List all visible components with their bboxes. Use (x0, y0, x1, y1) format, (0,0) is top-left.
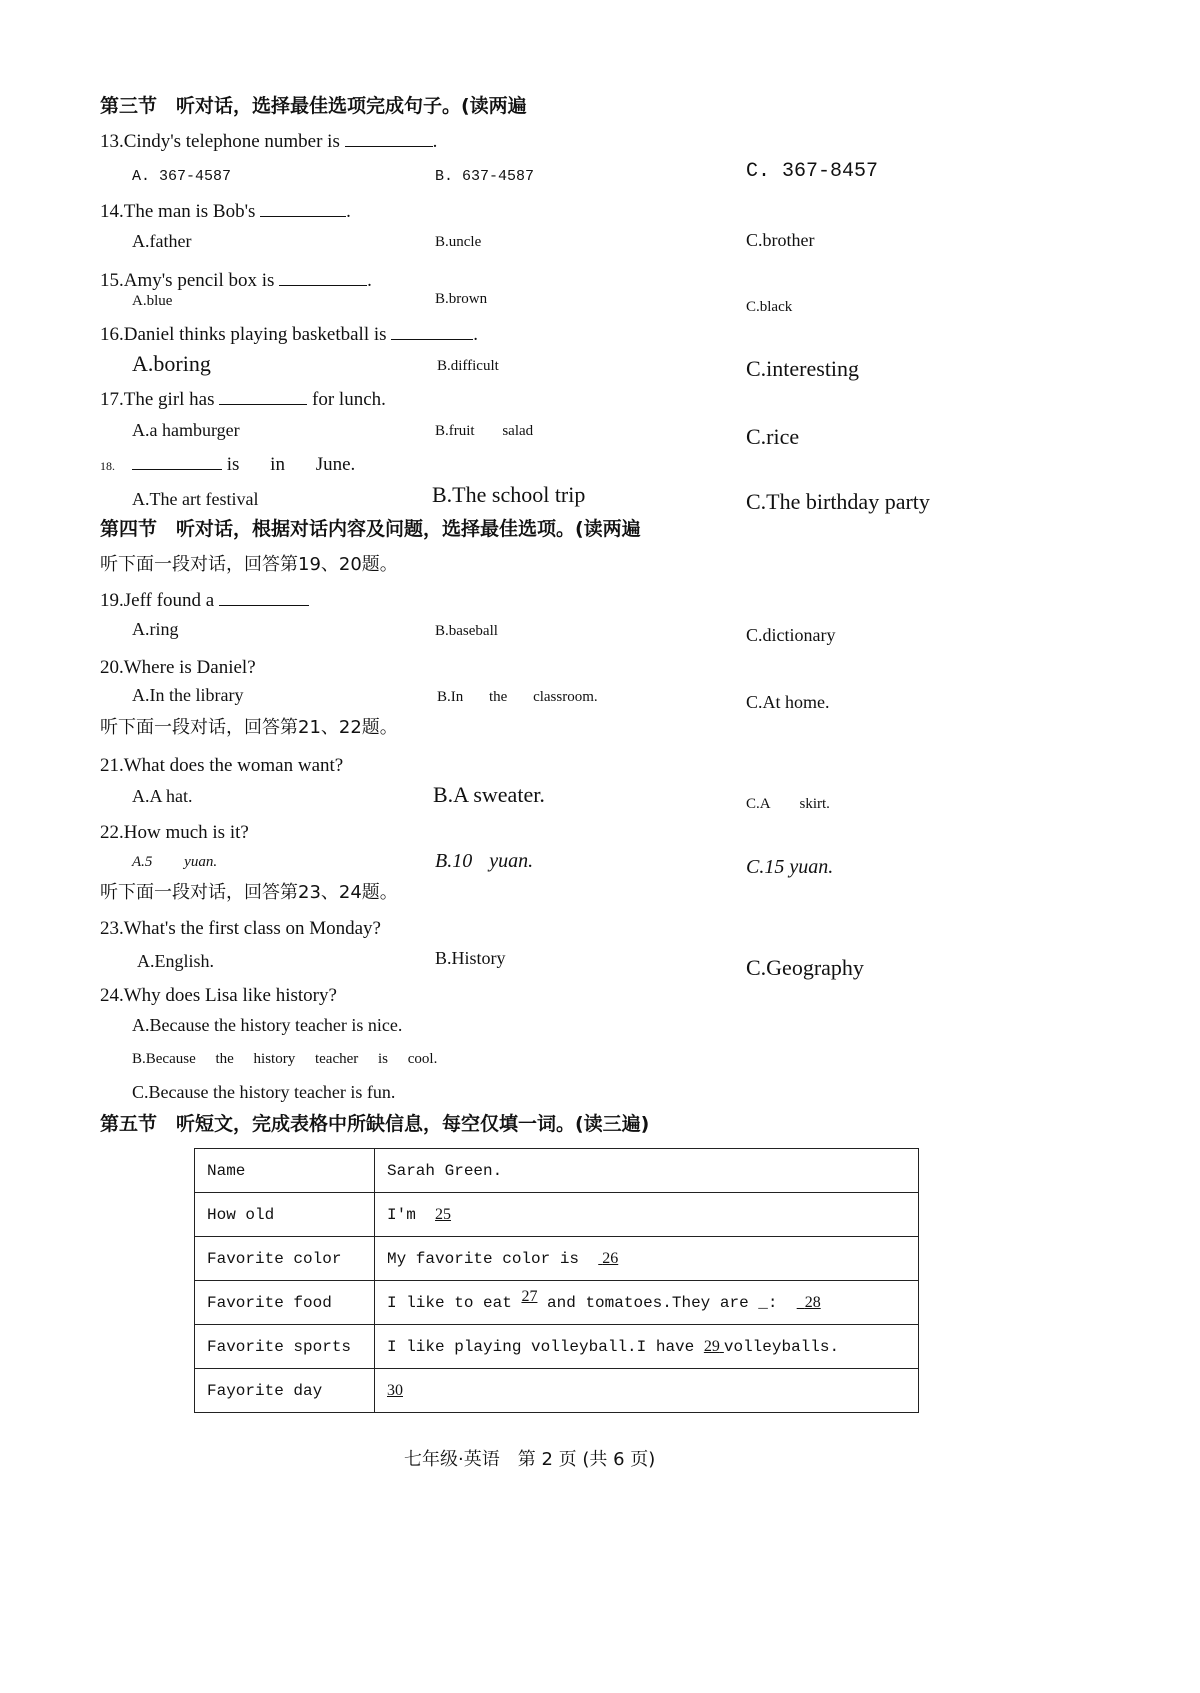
q17-option-b: B.fruit salad (435, 423, 534, 439)
q18-option-b: B.The school trip (432, 482, 586, 507)
q13-option-b: B. 637-4587 (435, 168, 535, 185)
question-20-stem: 20.Where is Daniel? (100, 657, 256, 678)
page-footer: 七年级·英语 第 2 页 (共 6 页) (404, 1449, 656, 1470)
row-label: Name (195, 1149, 375, 1193)
q24-option-a: A.Because the history teacher is nice. (132, 1015, 403, 1035)
row-label: Favorite color (195, 1237, 375, 1281)
q21-option-a: A.A hat. (132, 786, 193, 806)
q22-option-c: C.15 yuan. (746, 856, 834, 878)
blank-27: 27 (521, 1287, 538, 1305)
section5-heading: 第五节 听短文，完成表格中所缺信息，每空仅填一词。(读三遍) (100, 1113, 650, 1135)
row-value: My favorite color is 26 (375, 1237, 919, 1281)
question-14-stem: 14.The man is Bob's . (100, 201, 351, 222)
q20-option-b: B.In the classroom. (437, 689, 598, 705)
row-value: I'm 25 (375, 1193, 919, 1237)
section4-intro-3: 听下面一段对话，回答第23、24题。 (100, 882, 398, 903)
q20-option-a: A.In the library (132, 685, 244, 705)
question-16-stem: 16.Daniel thinks playing basketball is . (100, 324, 479, 345)
q18-option-a: A.The art festival (132, 489, 259, 509)
q15-option-c: C.black (746, 299, 793, 315)
question-21-stem: 21.What does the woman want? (100, 755, 344, 776)
q19-option-b: B.baseball (435, 623, 498, 639)
table-row (195, 1369, 919, 1413)
question-18-number: 18. (100, 459, 115, 473)
info-table (194, 1148, 919, 1413)
blank-25: 25 (435, 1205, 452, 1223)
q24-option-b: B.Because the history teacher is cool. (132, 1051, 438, 1067)
table-row (195, 1193, 919, 1237)
q23-option-b: B.History (435, 948, 506, 968)
row-label: How old (195, 1193, 375, 1237)
table-row (195, 1149, 919, 1193)
section3-heading: 第三节 听对话，选择最佳选项完成句子。(读两遍 (100, 95, 527, 117)
q17-option-c: C.rice (746, 424, 800, 449)
q16-option-b: B.difficult (437, 358, 499, 374)
q14-option-c: C.brother (746, 230, 815, 250)
row-label: Fayorite day (195, 1369, 375, 1413)
q24-option-c: C.Because the history teacher is fun. (132, 1082, 396, 1102)
q13-option-c: C. 367-8457 (746, 160, 879, 183)
question-15-stem: 15.Amy's pencil box is . (100, 270, 372, 291)
blank-29: 29 (703, 1337, 720, 1355)
row-value: I like to eat 27 and tomatoes.They are _: 28 (375, 1281, 919, 1325)
question-18-stem: is in June. (132, 454, 355, 474)
table-row (195, 1237, 919, 1281)
blank-26: 26 (602, 1249, 619, 1267)
q21-option-c: C.A skirt. (746, 796, 830, 812)
section4-intro-1: 听下面一段对话，回答第19、20题。 (100, 554, 398, 575)
question-19-stem: 19.Jeff found a (100, 590, 309, 610)
q16-option-a: A.boring (132, 351, 211, 376)
q20-option-c: C.At home. (746, 692, 830, 712)
q22-option-b: B.10 yuan. (435, 850, 534, 872)
row-value (375, 1369, 919, 1413)
q15-option-a: A.blue (132, 293, 173, 309)
question-17-stem: 17.The girl has for lunch. (100, 389, 386, 410)
q14-option-b: B.uncle (435, 234, 482, 250)
row-label: Favorite sports (195, 1325, 375, 1369)
blank-30: 30 (387, 1381, 403, 1399)
q16-option-c: C.interesting (746, 356, 860, 381)
row-label: Favorite food (195, 1281, 375, 1325)
q14-option-a: A.father (132, 231, 192, 251)
q19-option-a: A.ring (132, 619, 179, 639)
row-value: Sarah Green. (375, 1149, 919, 1193)
q21-option-b: B.A sweater. (433, 782, 545, 807)
table-row (195, 1281, 919, 1325)
table-row (195, 1325, 919, 1369)
question-13-stem: 13.Cindy's telephone number is . (100, 131, 438, 152)
section4-heading: 第四节 听对话，根据对话内容及问题，选择最佳选项。(读两遍 (100, 518, 641, 540)
q19-option-c: C.dictionary (746, 625, 836, 645)
q18-option-c: C.The birthday party (746, 489, 930, 514)
q23-option-a: A.English. (137, 951, 215, 971)
q23-option-c: C.Geography (746, 955, 864, 980)
question-24-stem: 24.Why does Lisa like history? (100, 985, 337, 1006)
q22-option-a: A.5 yuan. (132, 854, 218, 870)
blank-28: 28 (804, 1293, 821, 1311)
q15-option-b: B.brown (435, 291, 488, 307)
q13-option-a: A. 367-4587 (132, 168, 232, 185)
q17-option-a: A.a hamburger (132, 420, 240, 440)
question-23-stem: 23.What's the first class on Monday? (100, 918, 381, 939)
section4-intro-2: 听下面一段对话，回答第21、22题。 (100, 717, 398, 738)
question-22-stem: 22.How much is it? (100, 822, 249, 843)
row-value: I like playing volleyball.I have 29 volleyballs. (375, 1325, 919, 1369)
